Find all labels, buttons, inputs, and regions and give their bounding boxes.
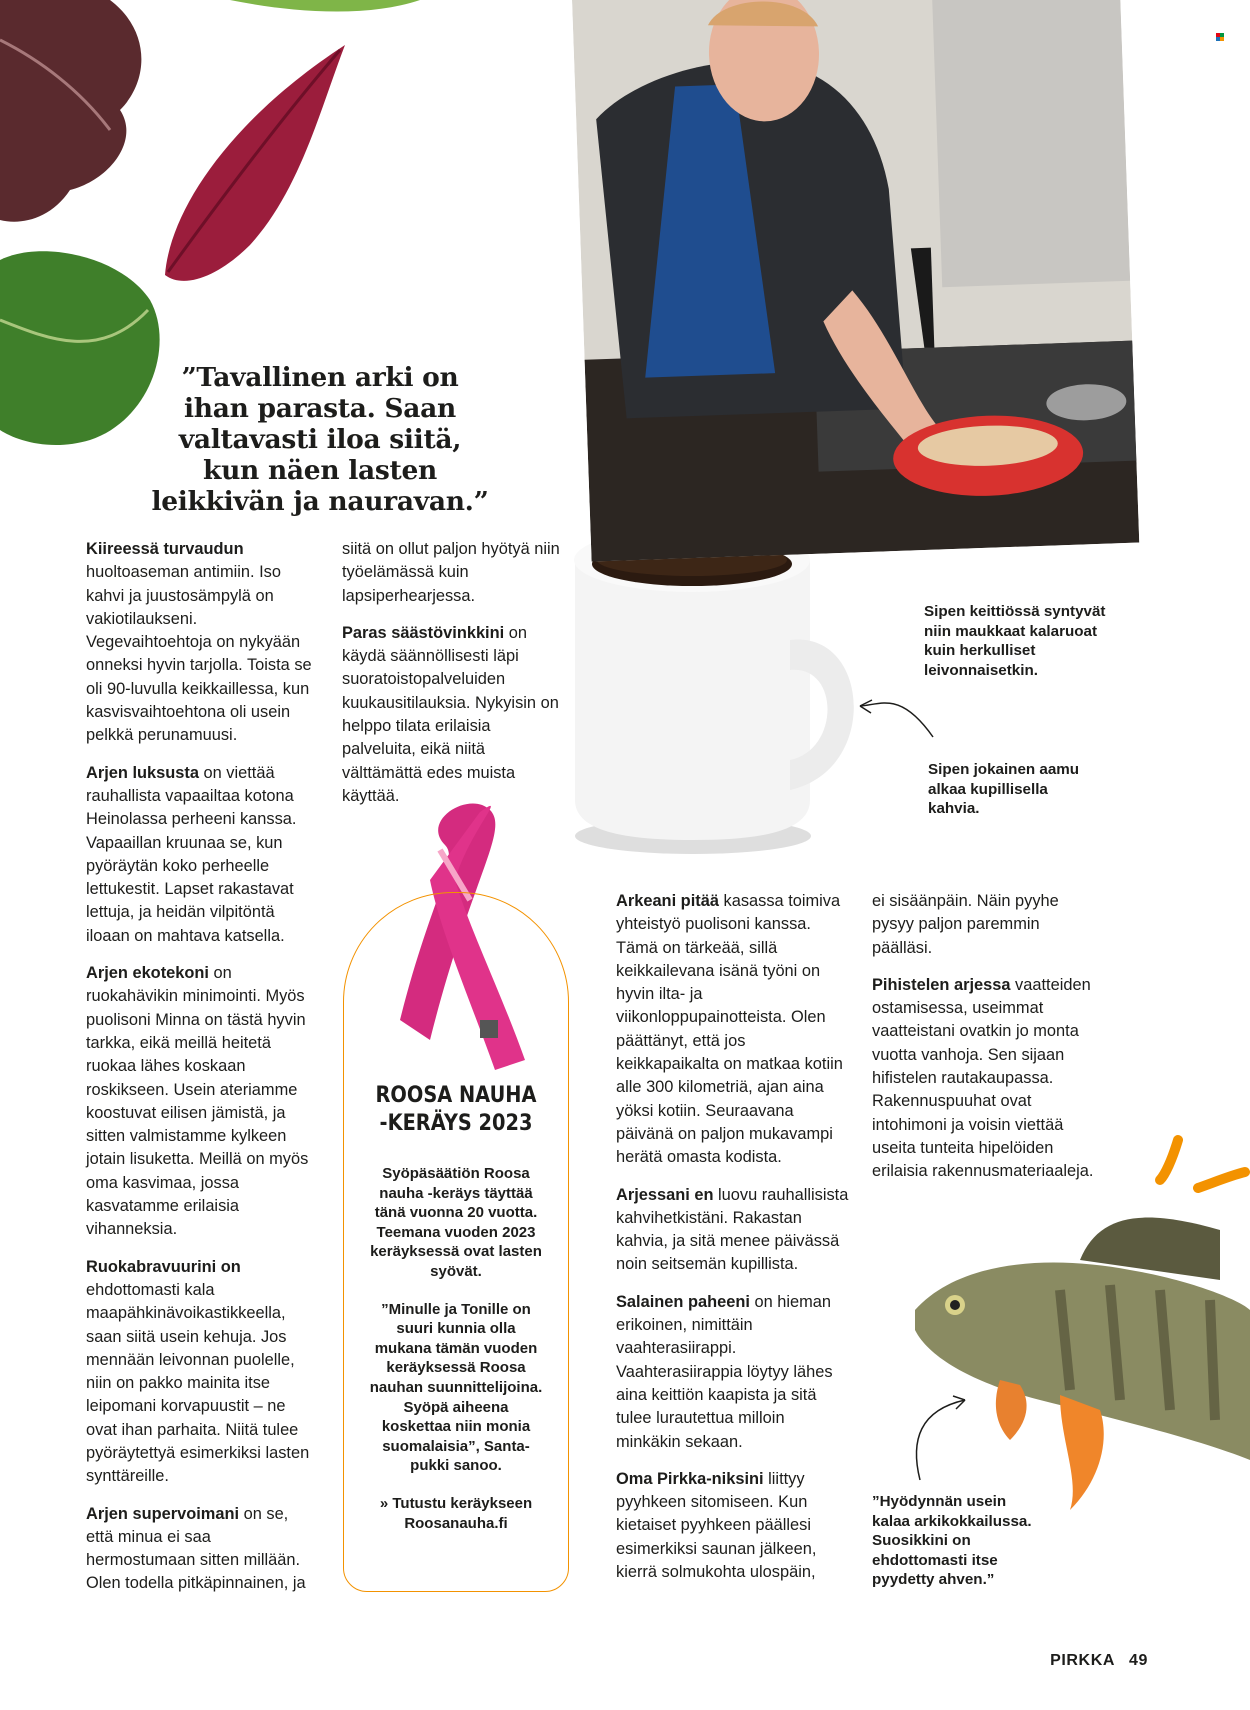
caption-kitchen: Sipen keittiössä syntyvät niin maukkaat kalaruoat kuin herkulliset leivonnaisetkin. [924, 603, 1106, 679]
red-lettuce-image [0, 0, 141, 222]
paragraph: siitä on ollut paljon hyötyä niin työelämässä kuin lapsiperhearjessa. [342, 540, 560, 605]
paragraph: Arjen luksusta on viettää rauhallista vapaailtaa kotona Heinolassa perheeni kanssa. Vapaaillan kruunaa se, kun pyöräytän koko perheelle lettukestit. Lapset rakastavat lettuja, ja heidän vilpitöntä iloaan on mahtava katsella. [86, 763, 297, 945]
orange-accent-strokes [1160, 1140, 1178, 1180]
paragraph: Paras säästövinkkini on käydä säännöllisesti läpi suoratoistopalveluiden kuukausitilauksia. Nykyisin on helppo tilata erilaisia palveluita, eikä niitä välttämättä edes muista käyttää. [342, 623, 559, 805]
arrow-fish [916, 1400, 965, 1480]
article-column-4 [872, 890, 1104, 1198]
paragraph: ei sisäänpäin. Näin pyyhe pysyy paljon paremmin päälläsi. [872, 892, 1059, 957]
roosa-nauha-title: ROOSA NAUHA -KERÄYS 2023 [375, 1083, 537, 1136]
arrow-kitchen [860, 703, 933, 737]
lettuce-leaf-top-image [230, 0, 420, 12]
roosa-body: Syöpäsäätiön Roosa nauha -keräys täyttää tänä vuonna 20 vuotta. Teemana vuoden 2023 keräyksessä ovat lasten syövät. [370, 1165, 542, 1280]
paragraph: Arkeani pitää kasassa toimiva yhteistyö puolisoni kanssa. Tämä on tärkeää, sillä keikkailevana isänä työni on hyvin ilta- ja viikonloppupainotteista. Olen päättänyt, että jos keikkapaikalta on matkaa kotiin alle 300 kilometriä, ajan aina yöksi kotiin. Seuraavana päivänä on paljon mukavampi herätä omasta kodista. [616, 892, 843, 1167]
paragraph: Ruokabravuurini on ehdottomasti kala maapähkinävoikastikkeella, saan siitä usein kehuja. Jos mennään leivonnan puolelle, niin on pakko mainita itse leipomani korvapuustit – ne ovat ihan parhaita. Niitä tulee pyöräytettyä esimerkiksi lasten synttäreille. [86, 1257, 310, 1486]
spinach-leaf-image [0, 251, 160, 445]
coffee-mug-image [574, 528, 854, 854]
article-column-1 [86, 538, 316, 1610]
paragraph: Salainen paheeni on hieman erikoinen, nimittäin vaahterasiirappi. Vaahterasiirappia löytyy lähes aina keittiön kaapista ja sitä tulee lurautettua milloin minkäkin sekaan. [616, 1292, 833, 1451]
kitchen-photo [572, 0, 1139, 562]
brand-name: PIRKKA [1050, 1652, 1115, 1669]
paragraph: Oma Pirkka-niksini liittyy pyyhkeen sitomiseen. Kun kietaiset pyyhkeen päällesi esimerkiksi saunan jälkeen, kierrä solmukohta ulospäin, [616, 1469, 817, 1582]
caption-coffee: Sipen jokainen aamu alkaa kupillisella kahvia. [928, 761, 1080, 817]
paragraph: Arjessani en luovu rauhallisista kahvihetkistäni. Rakastan kahvia, ja sitä menee päivässä noin seitsemän kupillista. [616, 1185, 849, 1274]
article-column-3 [616, 890, 849, 1598]
roosa-cta: » Tutustu keräykseen Roosanauha.fi [379, 1494, 533, 1532]
perch-fish-image [915, 1218, 1250, 1510]
paragraph: Pihistelen arjessa vaatteiden ostamisessa, useimmat vaatteistani ovatkin jo monta vuotta vanhoja. Sen sijaan hifistelen rautakaupassa. Rakennuspuuhat ovat intohimoni ja voisin viettää useita tunteita hipelöiden erilaisia rakennusmateriaaleja. [872, 975, 1094, 1181]
page-footer [1036, 1652, 1148, 1670]
paragraph: Arjen ekotekoni on ruokahävikin minimointi. Myös puolisoni Minna on tästä hyvin tarkka, eikä meillä heitetä ruokaa lähes koskaan roskikseen. Usein ateriamme koostuvat eilisen jämistä, ja sitten valmistamme kylkeen jotain lisuketta. Meillä on myös oma kasvimaa, jossa kasvatamme erilaisia vihanneksia. [86, 964, 309, 1239]
article-column-2 [342, 538, 564, 822]
paragraph: Kiireessä turvaudun huoltoaseman antimiin. Iso kahvi ja juustosämpylä on vakiotilaukseni. Vegevaihtoehtoja on nykyään onneksi hyvin tarjolla. Toista se oli 90-luvulla keikkaillessa, kun kasvisvaihtoehtona oli usein pelkkä perunamuusi. [86, 540, 312, 745]
page-number: 49 [1129, 1652, 1148, 1669]
roosa-nauha-text [368, 1164, 544, 1551]
pull-quote: ”Tavallinen arki on ihan parasta. Saan valtavasti iloa siitä, kun näen lasten leikkivän ja nauravan.” [151, 362, 489, 517]
corner-logo-icon [1216, 33, 1224, 41]
caption-fish: ”Hyödynnän usein kalaa arkikokkailussa. Suosikkini on ehdottomasti itse pyydetty ahven.” [872, 1493, 1032, 1588]
roosa-quote: ”Minulle ja Tonille on suuri kunnia olla mukana tämän vuoden keräyksessä Roosa nauhan suunnittelijoina. Syöpä aiheena koskettaa niin monia suomalaisia”, Santa-pukki sanoo. [369, 1300, 543, 1475]
beet-leaf-image [165, 45, 345, 281]
paragraph: Arjen supervoimani on se, että minua ei saa hermostumaan sitten millään. Olen todella pitkäpinnainen, ja [86, 1504, 306, 1593]
